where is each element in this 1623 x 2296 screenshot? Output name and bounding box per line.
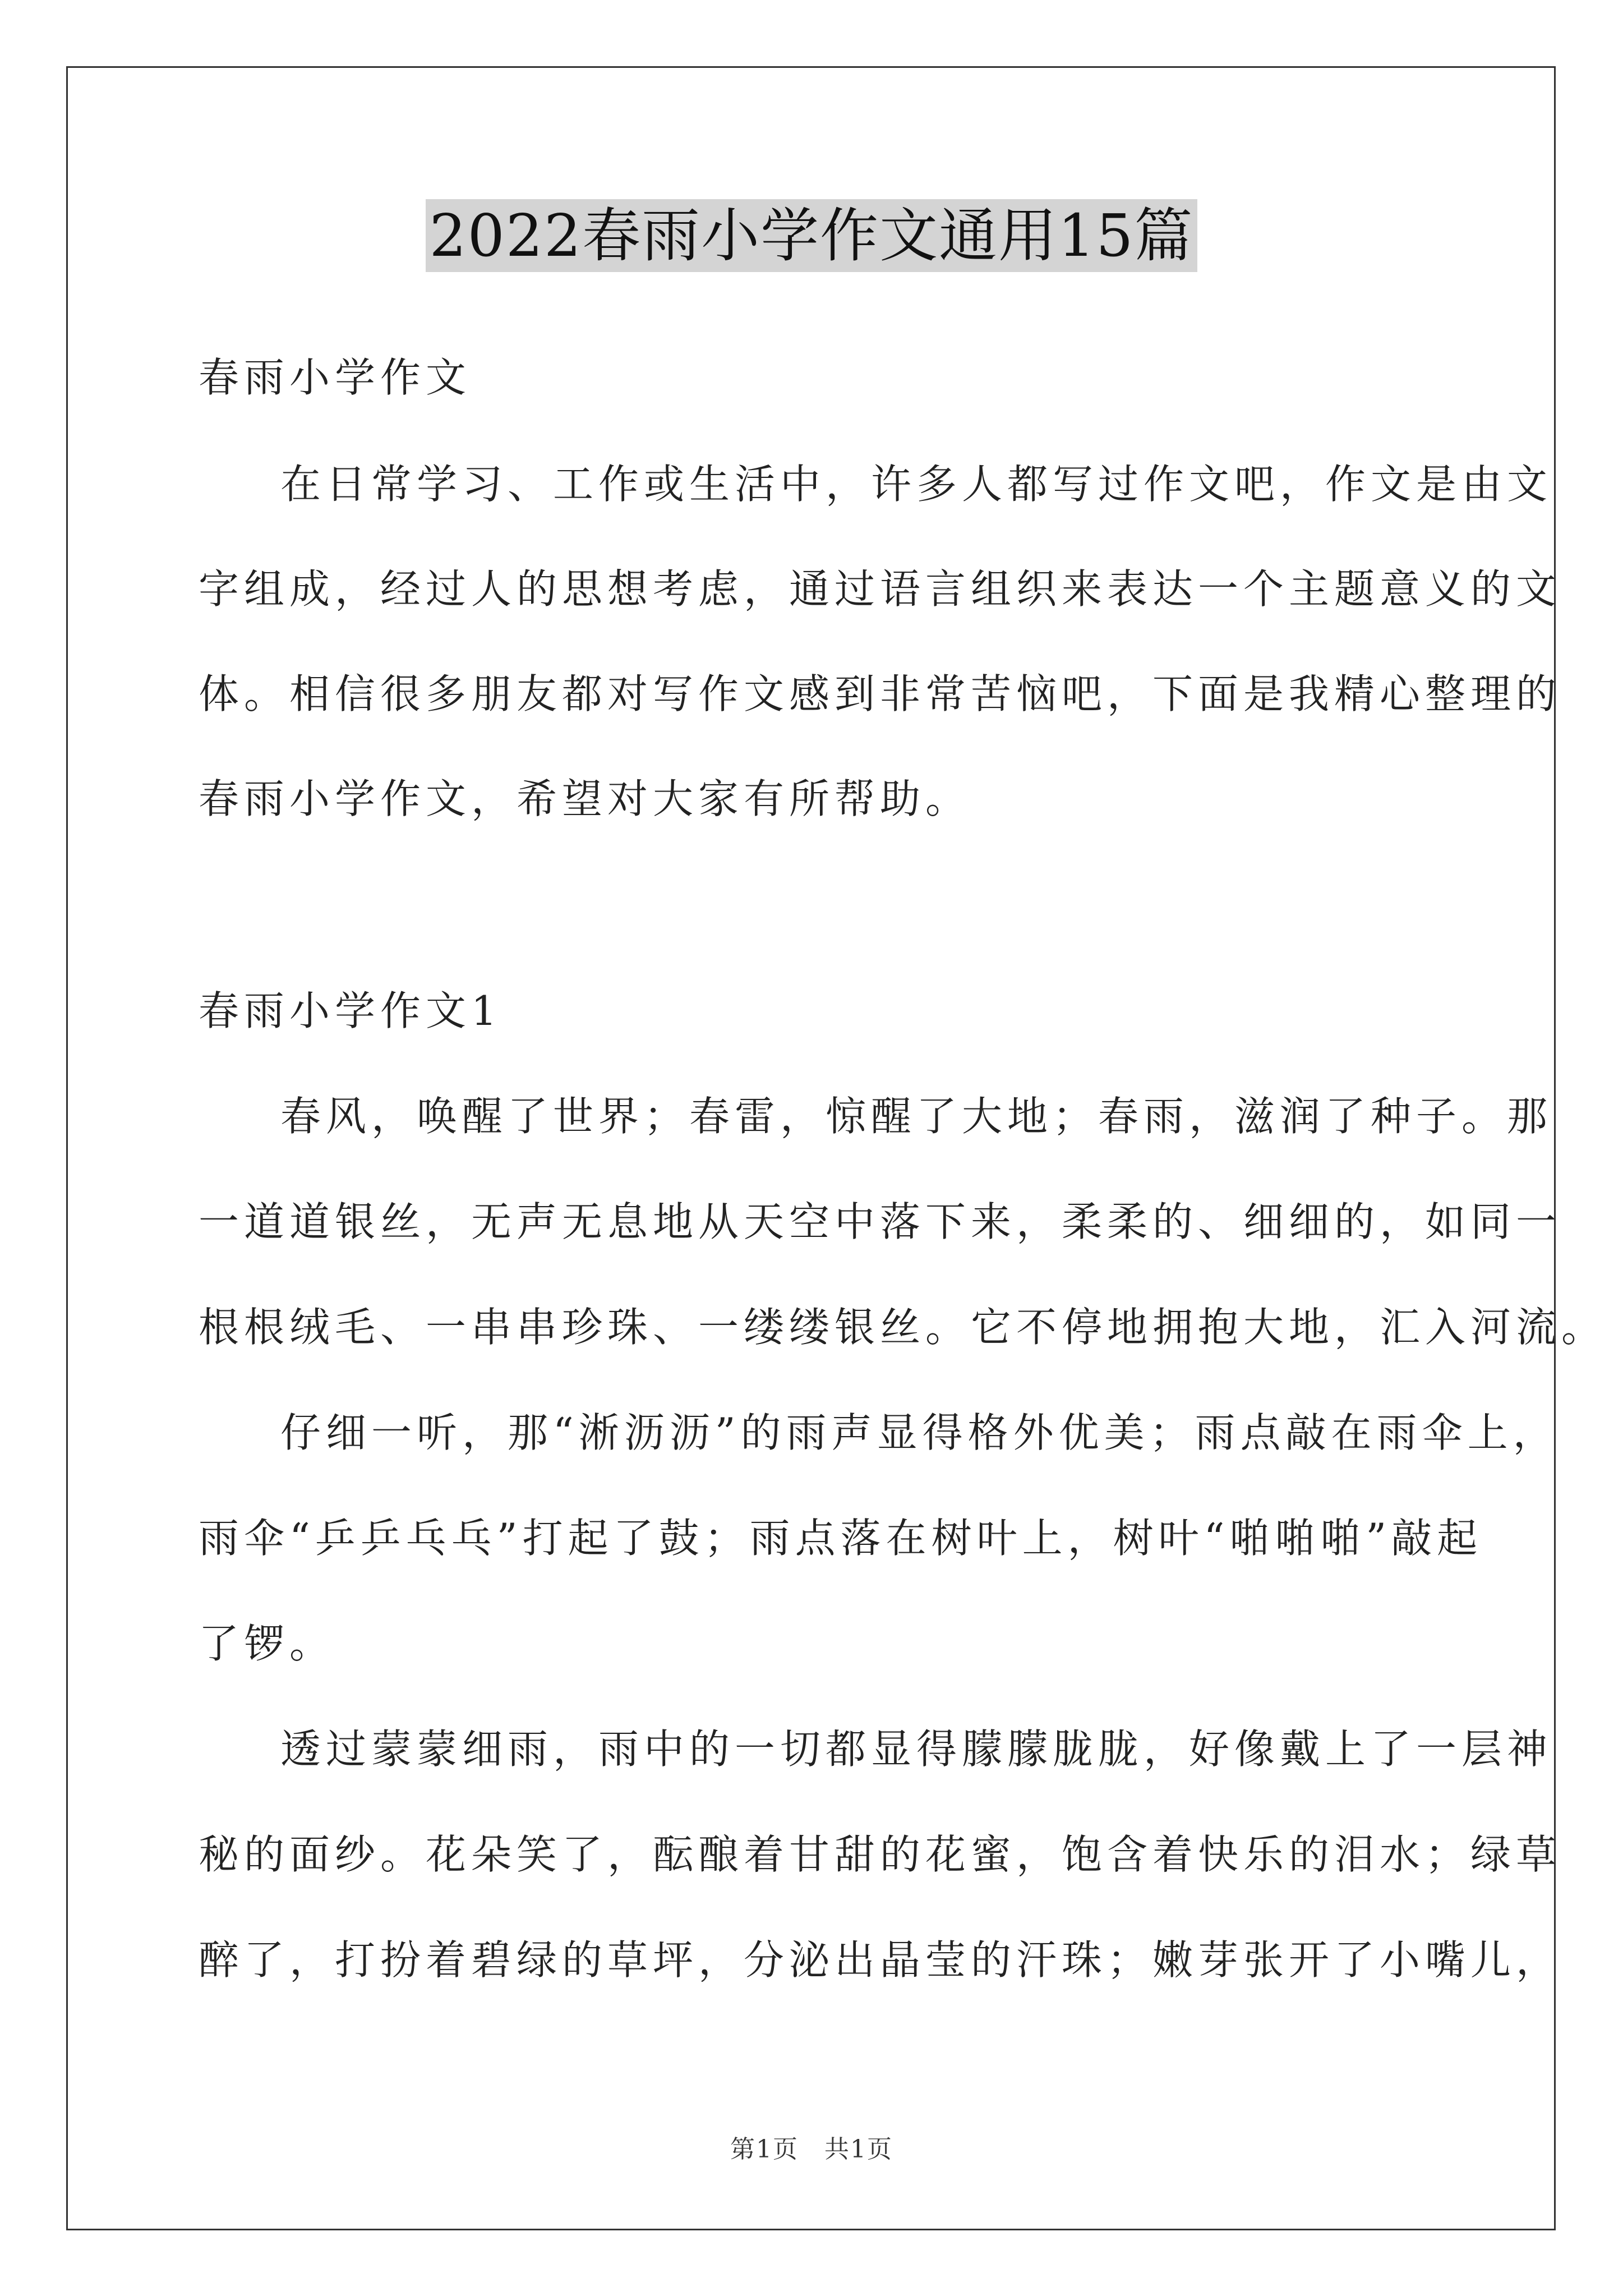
essay-line: 透过蒙蒙细雨，雨中的一切都显得朦朦胧胧，好像戴上了一层神	[280, 1726, 1553, 1773]
essay-line: 了锣。	[199, 1620, 335, 1667]
title-container	[0, 199, 1623, 272]
page-footer: 第1页 共1页	[730, 2135, 893, 2164]
essay-line: 醉了，打扮着碧绿的草坪，分泌出晶莹的汗珠；嫩芽张开了小嘴儿，	[199, 1936, 1562, 1984]
essay-heading: 春雨小学作文1	[199, 987, 502, 1034]
essay-line: 一道道银丝，无声无息地从天空中落下来，柔柔的、细细的，如同一	[199, 1198, 1562, 1245]
intro-line: 字组成，经过人的思想考虑，通过语言组织来表达一个主题意义的文	[199, 565, 1562, 613]
intro-line: 体。相信很多朋友都对写作文感到非常苦恼吧，下面是我精心整理的	[199, 670, 1562, 717]
essay-line: 仔细一听，那“淅沥沥”的雨声显得格外优美；雨点敲在雨伞上，	[280, 1409, 1559, 1456]
intro-line: 在日常学习、工作或生活中，许多人都写过作文吧，作文是由文	[280, 461, 1553, 508]
essay-line: 雨伞“乒乒乓乓”打起了鼓；雨点落在树叶上，树叶“啪啪啪”敲起	[199, 1515, 1483, 1562]
intro-line: 春雨小学作文，希望对大家有所帮助。	[199, 775, 971, 822]
essay-line: 秘的面纱。花朵笑了，酝酿着甘甜的花蜜，饱含着快乐的泪水；绿草	[199, 1831, 1562, 1878]
essay-line: 春风，唤醒了世界；春雷，惊醒了大地；春雨，滋润了种子。那	[280, 1093, 1553, 1140]
essay-line: 根根绒毛、一串串珍珠、一缕缕银丝。它不停地拥抱大地，汇入河流。	[199, 1304, 1607, 1351]
document-title: 2022春雨小学作文通用15篇	[426, 199, 1197, 272]
intro-heading: 春雨小学作文	[199, 354, 472, 401]
